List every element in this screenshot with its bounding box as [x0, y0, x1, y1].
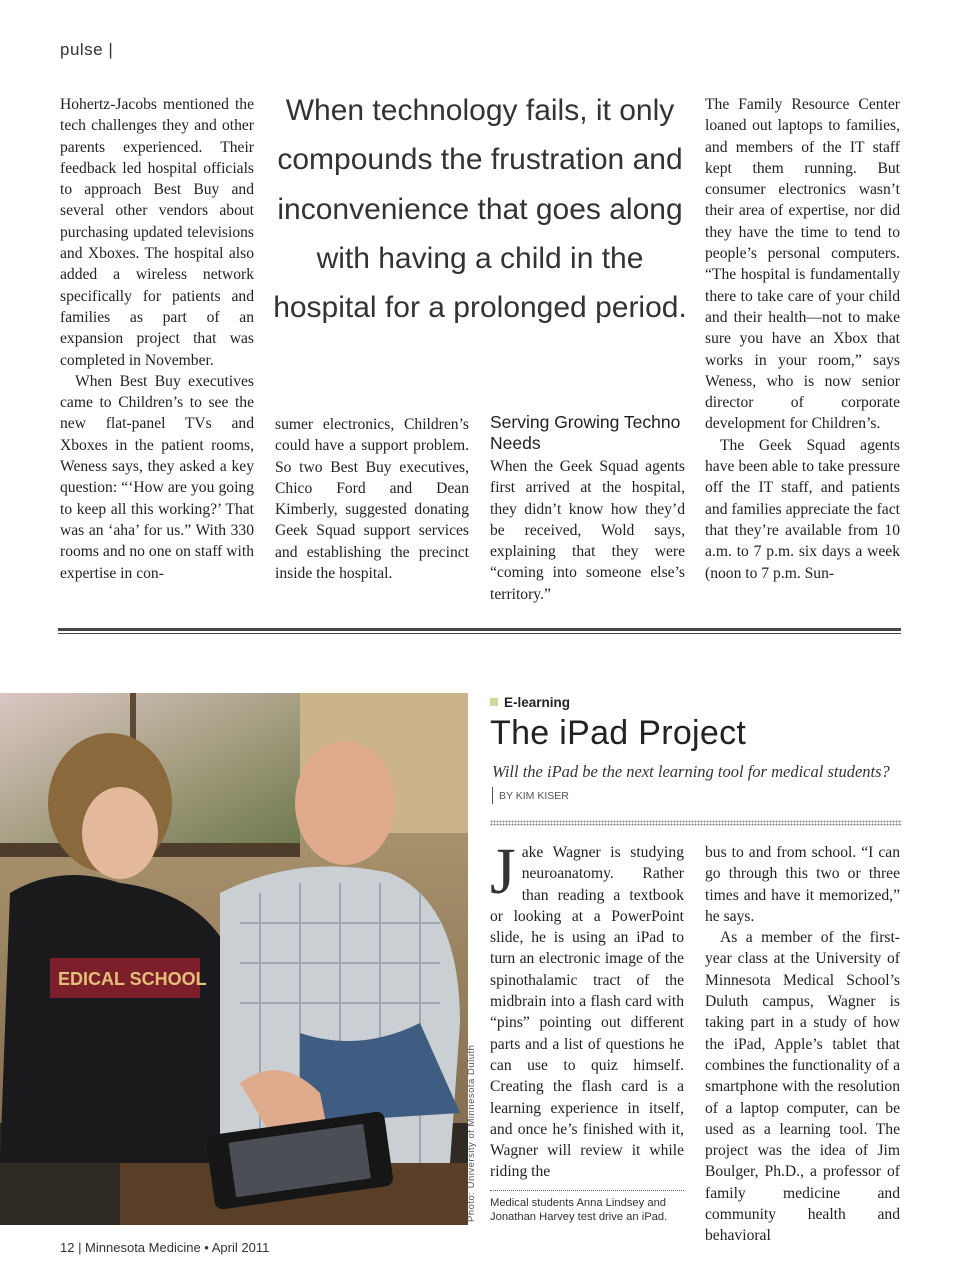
paragraph: The Geek Squad agents have been able to take pressure off the IT staff, and patients and families appreciate the fact that they’re available from 10 a.m. to 7 p.m. six days a week (noon to 7 p.m. Sun-: [705, 436, 900, 582]
article-deck: Will the iPad be the next learning tool for medical students?: [492, 762, 890, 781]
article-photo: [0, 693, 468, 1225]
section-divider: [58, 628, 901, 631]
paragraph: As a member of the first-year class at the University of Minnesota Medical School’s Duluth campus, Wagner is taking part in a study of how the iPad, Apple’s tablet that combines the functionality of a smartphone with the resolution of a laptop computer, can be used as a learning tool. The project was the idea of Jim Boulger, Ph.D., a professor of family medicine and community health and behavioral: [705, 929, 900, 1245]
paragraph: When the Geek Squad agents first arrived at the hospital, they didn’t know how they’d be received, Wold says, explaining that they were “coming into someone else’s territory.”: [490, 458, 685, 603]
article-column-b: [705, 842, 900, 1247]
subheading: Serving Growing Techno Needs: [490, 412, 681, 453]
article-column-2: [275, 414, 469, 584]
section-divider-thin: [58, 633, 901, 634]
sweatshirt-lettering: EDICAL SCHOOL: [58, 969, 207, 989]
article-column-4: [705, 94, 900, 584]
article-column-1: [60, 94, 254, 584]
dotted-divider: [490, 820, 902, 826]
paragraph: When Best Buy executives came to Children’s to see the new flat-panel TVs and Xboxes in the patient rooms, Weness says, they asked a key question: “‘How are you going to keep all this working?’ That was an ‘aha’ for us.” With 330 rooms and no one on staff with expertise in con-: [60, 372, 254, 582]
article-column-3: [490, 456, 685, 605]
paragraph-text: ake Wagner is studying neuroanatomy. Rather than reading a textbook or looking at a PowerPoint slide, he is using an iPad to turn an electronic image of the spinothalamic tract of the midbrain into a flash card with “pins” pointing out different parts and a list of questions he can use to quiz himself. Creating the flash card is a learning experience in itself, and once he’s finished with it, Wagner will review it while riding the: [490, 844, 684, 1181]
kicker-square-icon: [490, 698, 498, 706]
photo-credit: Photo: University of Minnesota Duluth: [466, 1044, 477, 1222]
paragraph: Hohertz-Jacobs mentioned the tech challenges they and other parents experienced. Their feedback led hospital officials to approach Best Buy and several other vendors about purchasing updated televisions and Xboxes. The hospital also added a wireless network specifically for patients and families as part of an expansion project that was completed in November.: [60, 96, 254, 369]
article-headline: The iPad Project: [490, 714, 747, 752]
drop-cap: J: [490, 835, 516, 908]
paragraph: bus to and from school. “I can go through this two or three times and have it memorized,” he says.: [705, 844, 900, 925]
article-column-a: [490, 835, 684, 1183]
photo-illustration: [0, 693, 468, 1225]
photo-caption: Medical students Anna Lindsey and Jonathan Harvey test drive an iPad.: [490, 1197, 668, 1223]
pull-quote: When technology fails, it only compounds the frustration and inconvenience that goes along with having a child in the hospital for a prolonged period.: [273, 94, 687, 325]
paragraph: [490, 835, 684, 1183]
paragraph: sumer electronics, Children’s could have a support problem. So two Best Buy executives, Chico Ford and Dean Kimberly, suggested donating Geek Squad support services and establishing the precinct inside the hospital.: [275, 416, 469, 583]
caption-divider: [490, 1190, 684, 1192]
kicker-label: E-learning: [504, 695, 571, 710]
byline: BY KIM KISER: [492, 787, 569, 804]
paragraph: The Family Resource Center loaned out laptops to families, and members of the IT staff kept them running. But consumer electronics wasn’t their area of expertise, nor did they have the time to tend to people’s personal computers. “The hospital is fundamentally there to take care of your child and their health—not to make sure you have an Xbox that works in your room,” says Weness, who is now senior director of corporate development for Children’s.: [705, 96, 900, 433]
page-footer: 12 | Minnesota Medicine • April 2011: [60, 1240, 270, 1255]
section-label: pulse |: [60, 40, 114, 59]
kicker: [490, 695, 570, 710]
